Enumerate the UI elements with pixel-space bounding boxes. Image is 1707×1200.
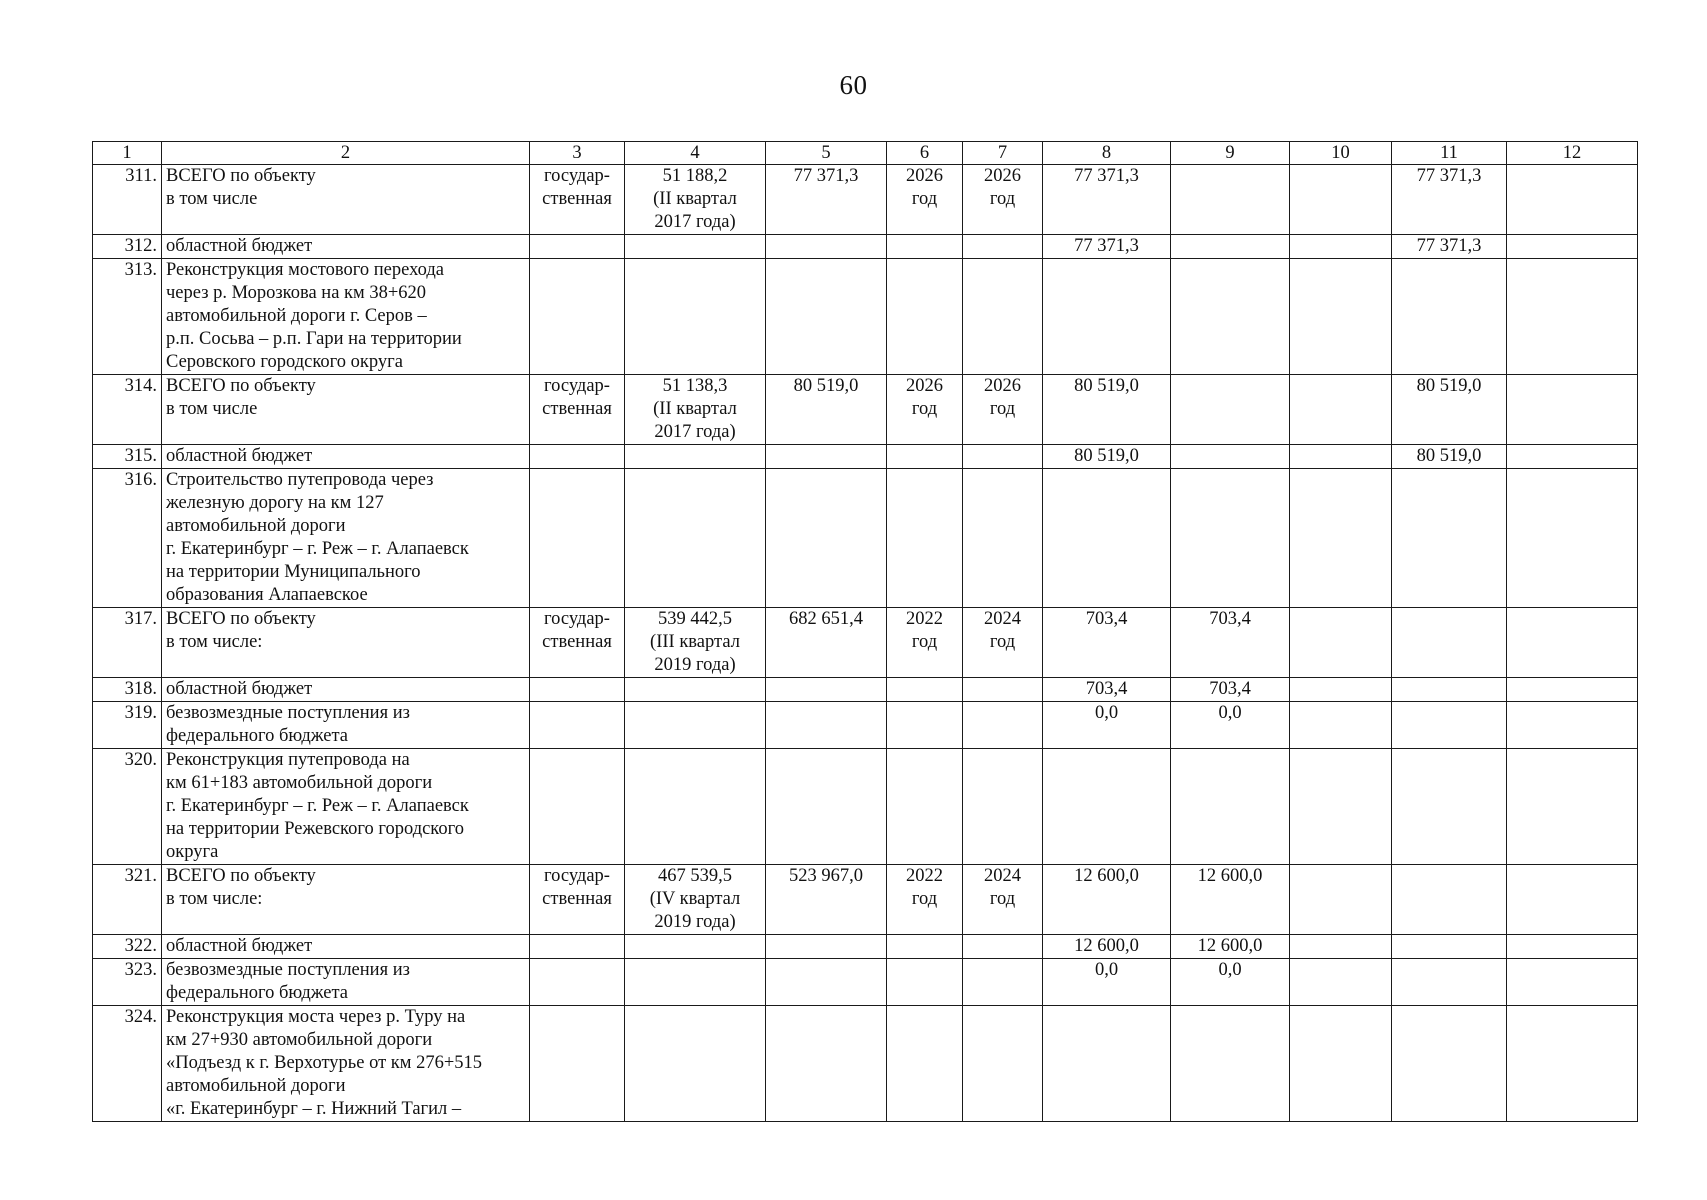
row-number-cell: 321.	[93, 865, 162, 935]
column-number: 4	[625, 142, 766, 165]
table-row	[93, 1006, 1638, 1122]
start-year-cell: 2026 год	[887, 165, 963, 235]
start-year-cell	[887, 469, 963, 608]
amount-col-12-cell	[1507, 235, 1638, 259]
column-number-row	[93, 142, 1638, 165]
amount-col-12-cell	[1507, 865, 1638, 935]
estimated-cost-cell: 539 442,5 (III квартал 2019 года)	[625, 608, 766, 678]
amount-col-10-cell	[1290, 469, 1392, 608]
start-year-cell	[887, 678, 963, 702]
total-cost-cell	[766, 235, 887, 259]
description-cell: ВСЕГО по объекту в том числе	[162, 375, 530, 445]
ownership-cell: государ- ственная	[530, 375, 625, 445]
estimated-cost-cell	[625, 749, 766, 865]
start-year-cell: 2022 год	[887, 608, 963, 678]
amount-col-9-cell: 0,0	[1171, 702, 1290, 749]
amount-col-8-cell	[1043, 749, 1171, 865]
start-year-cell: 2026 год	[887, 375, 963, 445]
column-number: 5	[766, 142, 887, 165]
description-cell: Реконструкция моста через р. Туру на км 27+930 автомобильной дороги «Подъезд к г. Верхотурье от км 276+515 автомобильной дороги «г. Екатеринбург – г. Нижний Тагил –	[162, 1006, 530, 1122]
amount-col-12-cell	[1507, 445, 1638, 469]
amount-col-11-cell	[1392, 865, 1507, 935]
end-year-cell	[963, 235, 1043, 259]
amount-col-11-cell	[1392, 935, 1507, 959]
total-cost-cell: 682 651,4	[766, 608, 887, 678]
amount-col-8-cell: 80 519,0	[1043, 375, 1171, 445]
ownership-cell	[530, 259, 625, 375]
start-year-cell	[887, 959, 963, 1006]
ownership-cell	[530, 445, 625, 469]
table-row	[93, 702, 1638, 749]
column-number: 12	[1507, 142, 1638, 165]
ownership-cell	[530, 678, 625, 702]
amount-col-8-cell: 0,0	[1043, 702, 1171, 749]
estimated-cost-cell	[625, 702, 766, 749]
description-cell: областной бюджет	[162, 445, 530, 469]
table-row	[93, 935, 1638, 959]
amount-col-9-cell	[1171, 375, 1290, 445]
row-number-cell: 315.	[93, 445, 162, 469]
total-cost-cell	[766, 1006, 887, 1122]
end-year-cell	[963, 959, 1043, 1006]
amount-col-9-cell	[1171, 469, 1290, 608]
amount-col-10-cell	[1290, 959, 1392, 1006]
end-year-cell	[963, 935, 1043, 959]
ownership-cell	[530, 749, 625, 865]
start-year-cell	[887, 702, 963, 749]
amount-col-11-cell	[1392, 959, 1507, 1006]
ownership-cell: государ- ственная	[530, 865, 625, 935]
estimated-cost-cell: 467 539,5 (IV квартал 2019 года)	[625, 865, 766, 935]
description-cell: Строительство путепровода через железную дорогу на км 127 автомобильной дороги г. Екатеринбург – г. Реж – г. Алапаевск на территории Муниципального образования Алапаевское	[162, 469, 530, 608]
description-cell: ВСЕГО по объекту в том числе:	[162, 865, 530, 935]
total-cost-cell	[766, 259, 887, 375]
amount-col-12-cell	[1507, 1006, 1638, 1122]
amount-col-9-cell	[1171, 749, 1290, 865]
total-cost-cell	[766, 935, 887, 959]
estimated-cost-cell	[625, 935, 766, 959]
total-cost-cell	[766, 678, 887, 702]
amount-col-9-cell: 703,4	[1171, 608, 1290, 678]
end-year-cell	[963, 678, 1043, 702]
amount-col-10-cell	[1290, 165, 1392, 235]
estimated-cost-cell	[625, 235, 766, 259]
row-number-cell: 312.	[93, 235, 162, 259]
amount-col-11-cell: 80 519,0	[1392, 375, 1507, 445]
description-cell: областной бюджет	[162, 235, 530, 259]
description-cell: областной бюджет	[162, 678, 530, 702]
amount-col-9-cell	[1171, 1006, 1290, 1122]
start-year-cell	[887, 259, 963, 375]
amount-col-8-cell: 12 600,0	[1043, 865, 1171, 935]
amount-col-11-cell	[1392, 1006, 1507, 1122]
estimated-cost-cell	[625, 469, 766, 608]
column-number: 8	[1043, 142, 1171, 165]
table-row	[93, 375, 1638, 445]
total-cost-cell	[766, 469, 887, 608]
ownership-cell	[530, 702, 625, 749]
end-year-cell: 2026 год	[963, 165, 1043, 235]
row-number-cell: 316.	[93, 469, 162, 608]
column-number: 3	[530, 142, 625, 165]
row-number-cell: 319.	[93, 702, 162, 749]
amount-col-8-cell	[1043, 469, 1171, 608]
description-cell: областной бюджет	[162, 935, 530, 959]
table-row	[93, 445, 1638, 469]
amount-col-10-cell	[1290, 935, 1392, 959]
description-cell: Реконструкция мостового перехода через р. Морозкова на км 38+620 автомобильной дороги г. Серов – р.п. Сосьва – р.п. Гари на территории Серовского городского округа	[162, 259, 530, 375]
amount-col-8-cell: 80 519,0	[1043, 445, 1171, 469]
amount-col-12-cell	[1507, 375, 1638, 445]
amount-col-12-cell	[1507, 959, 1638, 1006]
amount-col-10-cell	[1290, 235, 1392, 259]
total-cost-cell: 523 967,0	[766, 865, 887, 935]
column-number: 7	[963, 142, 1043, 165]
end-year-cell	[963, 1006, 1043, 1122]
start-year-cell: 2022 год	[887, 865, 963, 935]
total-cost-cell	[766, 959, 887, 1006]
amount-col-8-cell: 77 371,3	[1043, 165, 1171, 235]
row-number-cell: 324.	[93, 1006, 162, 1122]
amount-col-12-cell	[1507, 259, 1638, 375]
amount-col-12-cell	[1507, 165, 1638, 235]
estimated-cost-cell: 51 138,3 (II квартал 2017 года)	[625, 375, 766, 445]
amount-col-8-cell: 0,0	[1043, 959, 1171, 1006]
total-cost-cell: 77 371,3	[766, 165, 887, 235]
end-year-cell	[963, 702, 1043, 749]
column-number: 10	[1290, 142, 1392, 165]
start-year-cell	[887, 235, 963, 259]
amount-col-12-cell	[1507, 702, 1638, 749]
column-number: 1	[93, 142, 162, 165]
total-cost-cell	[766, 702, 887, 749]
amount-col-9-cell	[1171, 259, 1290, 375]
estimated-cost-cell	[625, 445, 766, 469]
ownership-cell	[530, 959, 625, 1006]
amount-col-11-cell	[1392, 678, 1507, 702]
amount-col-9-cell	[1171, 445, 1290, 469]
table-row	[93, 959, 1638, 1006]
amount-col-9-cell	[1171, 165, 1290, 235]
amount-col-8-cell: 77 371,3	[1043, 235, 1171, 259]
column-number: 11	[1392, 142, 1507, 165]
amount-col-11-cell: 77 371,3	[1392, 165, 1507, 235]
page-number: 60	[839, 70, 868, 100]
description-cell: Реконструкция путепровода на км 61+183 автомобильной дороги г. Екатеринбург – г. Реж – г. Алапаевск на территории Режевского городского округа	[162, 749, 530, 865]
row-number-cell: 317.	[93, 608, 162, 678]
table-row	[93, 165, 1638, 235]
table-row	[93, 235, 1638, 259]
total-cost-cell: 80 519,0	[766, 375, 887, 445]
start-year-cell	[887, 749, 963, 865]
amount-col-11-cell	[1392, 702, 1507, 749]
end-year-cell	[963, 469, 1043, 608]
start-year-cell	[887, 1006, 963, 1122]
amount-col-12-cell	[1507, 608, 1638, 678]
amount-col-12-cell	[1507, 469, 1638, 608]
budget-table	[92, 141, 1638, 1122]
ownership-cell	[530, 235, 625, 259]
amount-col-11-cell	[1392, 749, 1507, 865]
amount-col-11-cell	[1392, 608, 1507, 678]
end-year-cell	[963, 259, 1043, 375]
amount-col-9-cell: 12 600,0	[1171, 935, 1290, 959]
column-number: 6	[887, 142, 963, 165]
end-year-cell: 2024 год	[963, 865, 1043, 935]
ownership-cell	[530, 935, 625, 959]
amount-col-12-cell	[1507, 935, 1638, 959]
amount-col-10-cell	[1290, 375, 1392, 445]
total-cost-cell	[766, 445, 887, 469]
column-number: 9	[1171, 142, 1290, 165]
amount-col-8-cell: 703,4	[1043, 608, 1171, 678]
amount-col-10-cell	[1290, 1006, 1392, 1122]
description-cell: ВСЕГО по объекту в том числе:	[162, 608, 530, 678]
start-year-cell	[887, 445, 963, 469]
ownership-cell: государ- ственная	[530, 165, 625, 235]
ownership-cell: государ- ственная	[530, 608, 625, 678]
end-year-cell	[963, 445, 1043, 469]
table-row	[93, 608, 1638, 678]
table-row	[93, 678, 1638, 702]
amount-col-8-cell: 703,4	[1043, 678, 1171, 702]
amount-col-9-cell: 0,0	[1171, 959, 1290, 1006]
amount-col-12-cell	[1507, 749, 1638, 865]
row-number-cell: 318.	[93, 678, 162, 702]
total-cost-cell	[766, 749, 887, 865]
amount-col-9-cell	[1171, 235, 1290, 259]
estimated-cost-cell	[625, 1006, 766, 1122]
end-year-cell	[963, 749, 1043, 865]
estimated-cost-cell	[625, 959, 766, 1006]
amount-col-10-cell	[1290, 678, 1392, 702]
amount-col-8-cell	[1043, 259, 1171, 375]
amount-col-9-cell: 703,4	[1171, 678, 1290, 702]
amount-col-8-cell	[1043, 1006, 1171, 1122]
amount-col-9-cell: 12 600,0	[1171, 865, 1290, 935]
table-row	[93, 749, 1638, 865]
row-number-cell: 311.	[93, 165, 162, 235]
start-year-cell	[887, 935, 963, 959]
row-number-cell: 313.	[93, 259, 162, 375]
amount-col-10-cell	[1290, 445, 1392, 469]
amount-col-8-cell: 12 600,0	[1043, 935, 1171, 959]
amount-col-10-cell	[1290, 865, 1392, 935]
amount-col-10-cell	[1290, 259, 1392, 375]
estimated-cost-cell	[625, 259, 766, 375]
amount-col-10-cell	[1290, 702, 1392, 749]
description-cell: безвозмездные поступления из федерального бюджета	[162, 959, 530, 1006]
amount-col-10-cell	[1290, 749, 1392, 865]
amount-col-11-cell: 77 371,3	[1392, 235, 1507, 259]
description-cell: ВСЕГО по объекту в том числе	[162, 165, 530, 235]
amount-col-12-cell	[1507, 678, 1638, 702]
description-cell: безвозмездные поступления из федерального бюджета	[162, 702, 530, 749]
row-number-cell: 314.	[93, 375, 162, 445]
end-year-cell: 2026 год	[963, 375, 1043, 445]
row-number-cell: 322.	[93, 935, 162, 959]
table-row	[93, 469, 1638, 608]
end-year-cell: 2024 год	[963, 608, 1043, 678]
ownership-cell	[530, 1006, 625, 1122]
amount-col-10-cell	[1290, 608, 1392, 678]
amount-col-11-cell: 80 519,0	[1392, 445, 1507, 469]
table-row	[93, 259, 1638, 375]
column-number: 2	[162, 142, 530, 165]
ownership-cell	[530, 469, 625, 608]
table-row	[93, 865, 1638, 935]
row-number-cell: 323.	[93, 959, 162, 1006]
estimated-cost-cell	[625, 678, 766, 702]
amount-col-11-cell	[1392, 469, 1507, 608]
estimated-cost-cell: 51 188,2 (II квартал 2017 года)	[625, 165, 766, 235]
row-number-cell: 320.	[93, 749, 162, 865]
amount-col-11-cell	[1392, 259, 1507, 375]
